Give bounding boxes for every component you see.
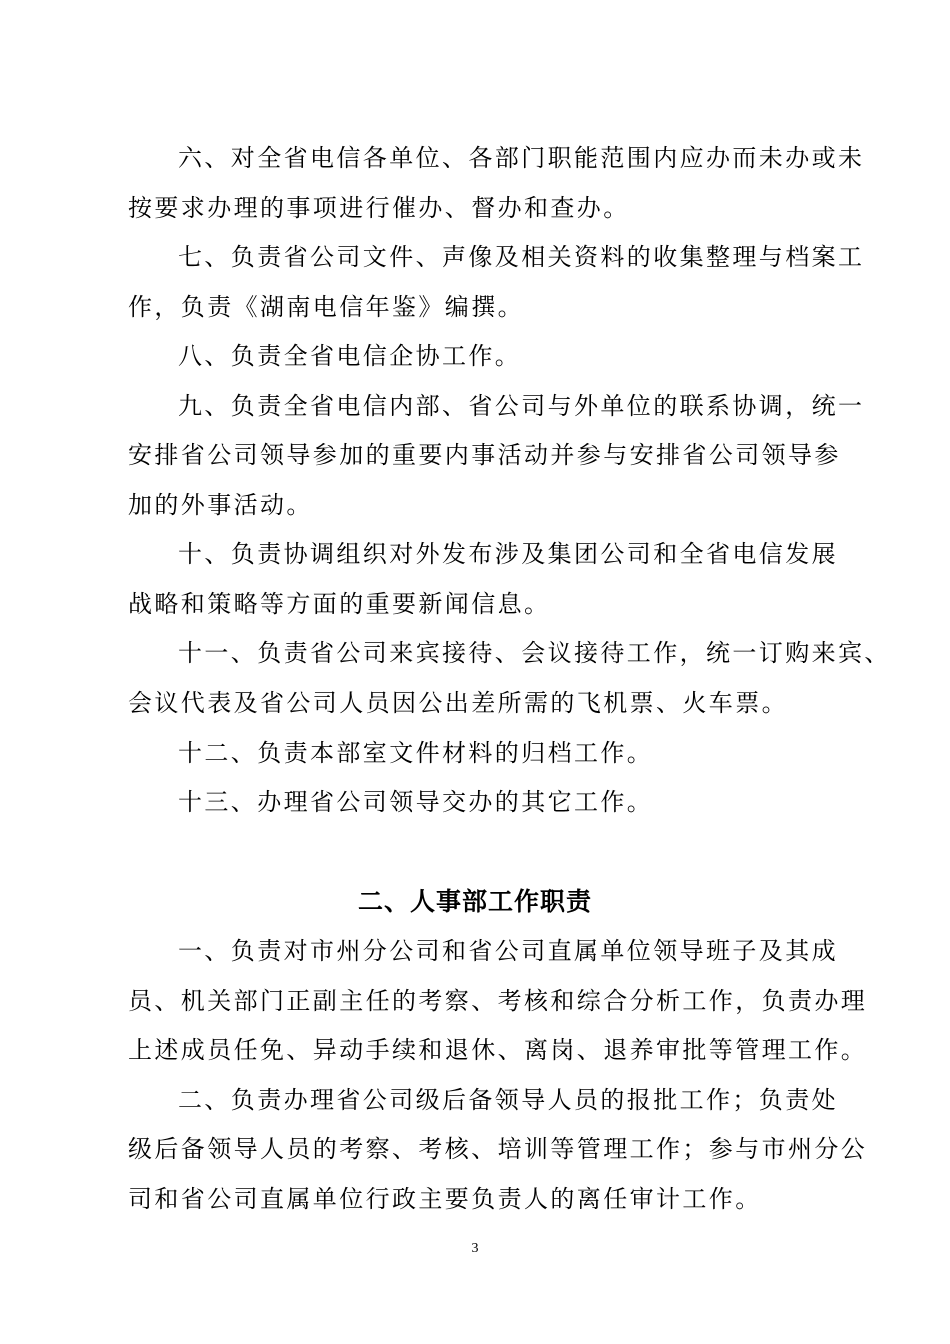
hr-item-1-line-3: 上述成员任免、异动手续和退休、离岗、退养审批等管理工作。 xyxy=(128,1036,868,1064)
hr-item-1-line-1: 一、负责对市州分公司和省公司直属单位领导班子及其成 xyxy=(178,937,838,965)
item-6-line-1: 六、对全省电信各单位、各部门职能范围内应办而未办或未 xyxy=(178,144,865,172)
item-12-line-1: 十二、负责本部室文件材料的归档工作。 xyxy=(178,739,654,767)
item-11-line-2: 会议代表及省公司人员因公出差所需的飞机票、火车票。 xyxy=(128,689,788,717)
item-9-line-3: 加的外事活动。 xyxy=(128,491,313,519)
item-7-line-1: 七、负责省公司文件、声像及相关资料的收集整理与档案工 xyxy=(178,243,865,271)
item-10-line-1: 十、负责协调组织对外发布涉及集团公司和全省电信发展 xyxy=(178,540,838,568)
item-7-line-2: 作，负责《湖南电信年鉴》编撰。 xyxy=(128,293,524,321)
item-10-line-2: 战略和策略等方面的重要新闻信息。 xyxy=(128,590,551,618)
item-6-line-2: 按要求办理的事项进行催办、督办和查办。 xyxy=(128,194,630,222)
hr-item-1-line-2: 员、机关部门正副主任的考察、考核和综合分析工作，负责办理 xyxy=(128,987,868,1015)
hr-item-2-line-1: 二、负责办理省公司级后备领导人员的报批工作；负责处 xyxy=(178,1086,838,1114)
page-number: 3 xyxy=(471,1241,479,1256)
hr-item-2-line-2: 级后备领导人员的考察、考核、培训等管理工作；参与市州分公 xyxy=(128,1135,868,1163)
item-9-line-1: 九、负责全省电信内部、省公司与外单位的联系协调，统一 xyxy=(178,392,865,420)
hr-item-2-line-3: 司和省公司直属单位行政主要负责人的离任审计工作。 xyxy=(128,1185,762,1213)
item-9-line-2: 安排省公司领导参加的重要内事活动并参与安排省公司领导参 xyxy=(128,441,841,469)
section-heading: 二、人事部工作职责 xyxy=(357,887,592,916)
item-13-line-1: 十三、办理省公司领导交办的其它工作。 xyxy=(178,788,654,816)
item-8-line-1: 八、负责全省电信企协工作。 xyxy=(178,342,522,370)
item-11-line-1: 十一、负责省公司来宾接待、会议接待工作，统一订购来宾、 xyxy=(178,639,891,667)
